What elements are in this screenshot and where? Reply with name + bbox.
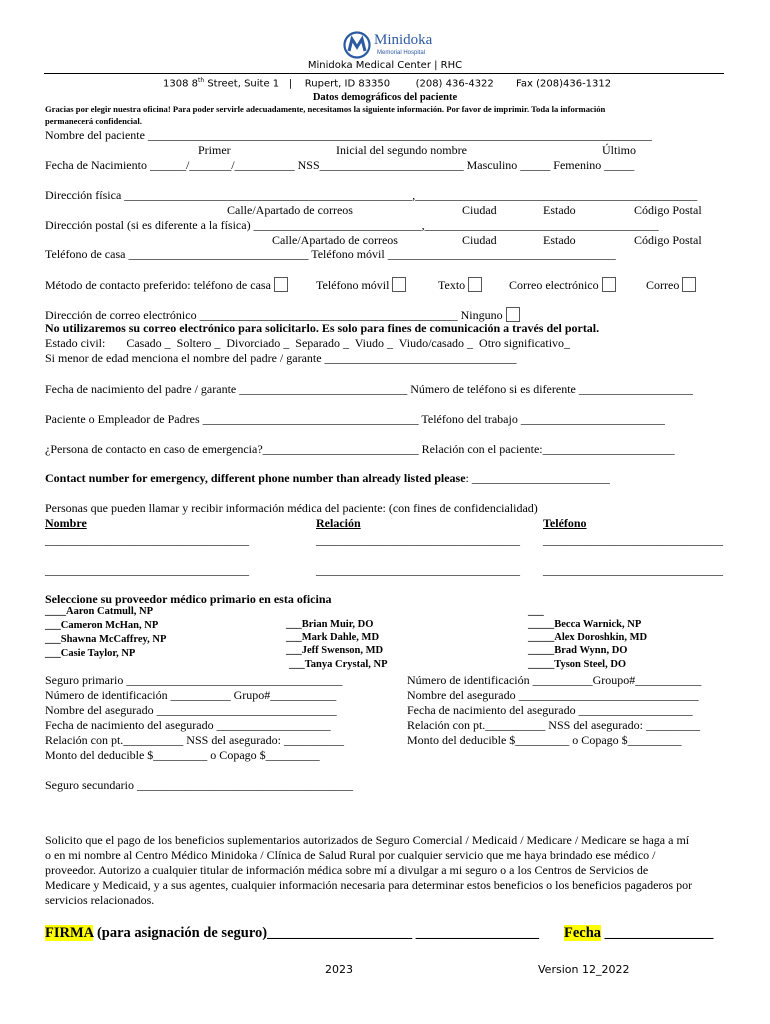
primary-relation-ssn-field[interactable]: Relación con pt.__________ NSS del asegurado: __________ [45,733,344,747]
mail-checkbox[interactable] [682,277,696,292]
authorized-intro: Personas que pueden llamar y recibir información médica del paciente: (con fines de confidencialidad) [45,501,538,515]
primary-id-group-field[interactable]: Número de identificación __________ Grupo#___________ [45,688,337,702]
marital-status-row[interactable]: Estado civil: Casado _ Soltero _ Divorciado _ Separado _ Viudo _ Viudo/casado _ Otro significativo_ [45,336,571,350]
email-checkbox[interactable] [602,277,616,292]
provider-col3-item[interactable]: _____Becca Warnick, NP [528,619,642,630]
mail-option: Correo [646,277,696,293]
secondary-insured-dob-field[interactable]: Fecha de nacimiento del asegurado ___________________ [407,703,693,717]
secondary-insured-name-field[interactable]: Nombre del asegurado ______________________________ [407,688,699,702]
firma-label: FIRMA [45,925,94,941]
primary-insurance-field[interactable]: Seguro primario ____________________________________ [45,673,343,687]
provider-col1-item[interactable]: ___Cameron McHan, NP [45,620,159,631]
text-checkbox[interactable] [468,277,482,292]
physical-address-field[interactable]: Dirección física ________________________________________________,_______________________________________________ [45,188,698,202]
guarantor-dob-row[interactable]: Fecha de nacimiento del padre / garante ____________________________ Número de teléfono si es diferente ___________________ [45,382,693,396]
name-sub-middle: Inicial del segundo nombre [336,143,467,157]
center-name: Minidoka Medical Center | RHC [307,60,463,71]
authorization-line: Medicare y Medicaid, y a sus agentes, cualquier información necesaria para determinar estos beneficios o los beneficios pagaderos por [45,878,693,892]
primary-insured-dob-field[interactable]: Fecha de nacimiento del asegurado ___________________ [45,718,331,732]
patient-name-field[interactable]: Nombre del paciente ____________________________________________________________________________________ [45,128,652,142]
fecha-label: Fecha [564,925,602,941]
home-mobile-phone-row[interactable]: Teléfono de casa ______________________________ Teléfono móvil ______________________________________ [45,247,616,261]
logo-subtitle: Memorial Hospital [377,50,426,56]
authorized-phone-2[interactable]: ______________________________ [543,563,723,577]
authorized-name-1[interactable]: __________________________________ [45,533,249,547]
col-relation-header: Relación [316,516,361,530]
provider-heading: Seleccione su proveedor médico primario en esta oficina [45,592,332,606]
email-option: Correo electrónico [509,277,616,293]
authorized-relation-1[interactable]: __________________________________ [316,533,520,547]
mobile-checkbox[interactable] [392,277,406,292]
provider-col1-item[interactable]: ____Aaron Catmull, NP [45,606,154,617]
logo-name: Minidoka [374,32,433,48]
provider-col3-item[interactable]: _____Brad Wynn, DO [528,645,628,656]
date-line[interactable]: Fecha _______________ [564,925,714,941]
signature-line[interactable]: FIRMA (para asignación de seguro)____________________ _________________ [45,925,539,941]
authorization-line: o en mi nombre al Centro Médico Minidoka / Clínica de Salud Rural por cualquier servicio que me haya brindado ese médico / [45,848,656,862]
form-title: Datos demográficos del paciente [312,92,458,103]
authorized-phone-1[interactable]: ______________________________ [543,533,723,547]
contact-pref-label: Método de contacto preferido: teléfono de casa [45,277,288,293]
sub-city-2: Ciudad [462,233,497,247]
sub-state: Estado [543,203,576,217]
authorization-line: Solicito que el pago de los beneficios suplementarios autorizados de Seguro Comercial / Medicaid / Medicare / Medicare se haga a mí [45,833,690,847]
provider-col2-item[interactable]: ___Tanya Crystal, NP [289,659,388,670]
sub-street: Calle/Apartado de correos [227,203,353,217]
primary-insured-name-field[interactable]: Nombre del asegurado ______________________________ [45,703,337,717]
secondary-insurance-field[interactable]: Seguro secundario ____________________________________ [45,778,353,792]
provider-col2-item[interactable]: ___Brian Muir, DO [286,619,374,630]
email-field[interactable]: Dirección de correo electrónico ___________________________________________ Ninguno [45,307,520,323]
col-phone-header: Teléfono [543,516,587,530]
text-option: Texto [438,277,482,293]
provider-col2-item[interactable]: ___Jeff Swenson, MD [286,645,384,656]
provider-col3-item[interactable]: _____Tyson Steel, DO [528,659,627,670]
emergency-contact-row[interactable]: ¿Persona de contacto en caso de emergencia?__________________________ Relación con el paciente:______________________ [45,442,675,456]
address-line: 1308 8th Street, Suite 1 | Rupert, ID 83350 (208) 436-4322 Fax (208)436-1312 [163,77,612,90]
sub-zip: Código Postal [634,203,702,217]
none-checkbox[interactable] [506,307,520,322]
hospital-logo-icon [343,31,371,59]
mobile-option: Teléfono móvil [316,277,406,293]
home-phone-checkbox[interactable] [274,277,288,292]
secondary-deductible-field[interactable]: Monto del deducible $_________ o Copago $_________ [407,733,682,747]
provider-col3-top: ___ [528,606,544,617]
authorization-line: proveedor. Autorizo a cualquier titular de información médica sobre mí a divulgar a mi seguro o a los Centros de Servicios de [45,863,649,877]
authorization-line: servicios relacionados. [45,893,155,907]
secondary-relation-ssn-field[interactable]: Relación con pt.__________ NSS del asegurado: _________ [407,718,700,732]
provider-col1-item[interactable]: ___Shawna McCaffrey, NP [45,634,167,645]
footer-year: 2023 [325,963,353,976]
col-name-header: Nombre [45,516,87,530]
intro-line-1: Gracias por elegir nuestra oficina! Para poder servirle adecuadamente, necesitamos la siguiente información. Por favor de imprimir. Toda la información [45,104,606,114]
name-sub-first: Primer [198,143,231,157]
provider-col1-item[interactable]: ___Casie Taylor, NP [45,648,136,659]
employer-row[interactable]: Paciente o Empleador de Padres ____________________________________ Teléfono del trabajo ________________________ [45,412,665,426]
sub-street-2: Calle/Apartado de correos [272,233,398,247]
postal-address-field[interactable]: Dirección postal (si es diferente a la física) ____________________________,_______________________________________ [45,218,659,232]
emergency-number-row[interactable]: Contact number for emergency, different phone number than already listed please: _______________________ [45,471,610,485]
provider-col3-item[interactable]: _____Alex Doroshkin, MD [528,632,648,643]
primary-deductible-field[interactable]: Monto del deducible $_________ o Copago $_________ [45,748,320,762]
header-divider [44,73,724,74]
intro-line-2: permanecerá confidencial. [45,116,142,126]
sub-zip-2: Código Postal [634,233,702,247]
dob-ssn-sex-row[interactable]: Fecha de Nacimiento ______/_______/__________ NSS________________________ Masculino _____ Femenino _____ [45,158,635,172]
secondary-id-group-field[interactable]: Número de identificación __________Groupo#___________ [407,673,702,687]
sub-state-2: Estado [543,233,576,247]
sub-city: Ciudad [462,203,497,217]
provider-col2-item[interactable]: ___Mark Dahle, MD [286,632,380,643]
authorized-relation-2[interactable]: __________________________________ [316,563,520,577]
name-sub-last: Último [602,143,637,157]
authorized-name-2[interactable]: __________________________________ [45,563,249,577]
minor-guardian-field[interactable]: Si menor de edad menciona el nombre del padre / garante ________________________________ [45,351,517,365]
footer-version: Version 12_2022 [538,963,630,976]
email-notice: No utilizaremos su correo electrónico para solicitarlo. Es solo para fines de comunicación a través del portal. [45,321,600,335]
